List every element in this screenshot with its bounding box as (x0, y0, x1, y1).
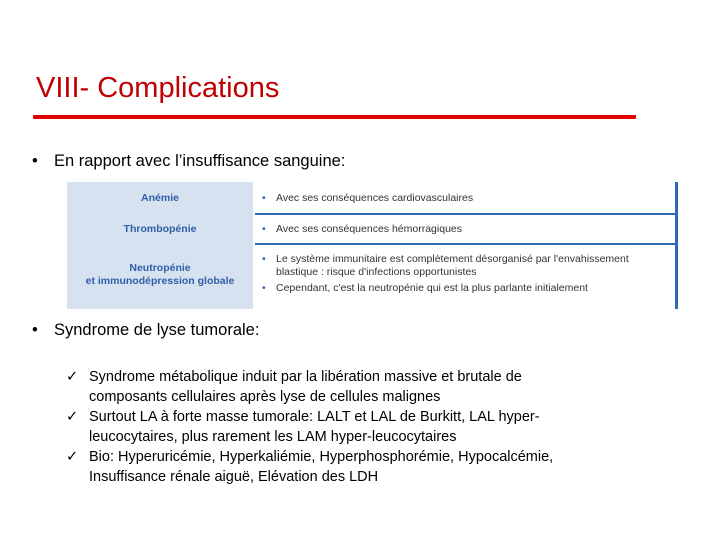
table-row-text-immunite-cont: blastique : risque d'infections opportunistes (276, 266, 477, 278)
section-insuffisance (32, 152, 345, 171)
row-bullet: • (262, 282, 266, 294)
neutropenie-line-1: Neutropénie (129, 262, 191, 274)
complications-table (67, 182, 675, 309)
title-underline (33, 115, 636, 119)
bullet-dot: • (32, 321, 38, 339)
section-lyse-label: Syndrome de lyse tumorale: (54, 321, 260, 339)
bullet-dot: • (32, 152, 38, 170)
table-row-text-immunite: Le système immunitaire est complètement désorganisé par l'envahissement (276, 253, 629, 265)
list-item (66, 367, 656, 407)
list-item-line: Syndrome métabolique induit par la libération massive et brutale de (89, 369, 522, 385)
row-divider (255, 243, 675, 245)
list-item-line: Surtout LA à forte masse tumorale: LALT et LAL de Burkitt, LAL hyper- (89, 409, 540, 425)
slide-title: VIII- Complications (36, 72, 280, 104)
section-lyse (32, 321, 259, 340)
table-row-text-anemie: Avec ses conséquences cardiovasculaires (276, 192, 474, 204)
lyse-checklist (66, 367, 656, 487)
table-row-text-thrombopenie: Avec ses conséquences hémorragiques (276, 223, 463, 235)
row-divider (255, 213, 675, 215)
table-row-text (262, 223, 667, 236)
list-item-line: Insuffisance rénale aiguë, Elévation des LDH (89, 469, 379, 485)
list-item (66, 447, 656, 487)
table-row-text-neutropenie: Cependant, c'est la neutropénie qui est la plus parlante initialement (276, 282, 588, 294)
table-row-text (262, 253, 667, 295)
list-item-line: composants cellulaires après lyse de cellules malignes (89, 389, 441, 405)
checkmark-icon: ✓ (66, 409, 79, 425)
table-row-label-thrombopenie: Thrombopénie (123, 223, 197, 235)
section-insuffisance-label: En rapport avec l’insuffisance sanguine: (54, 152, 346, 170)
row-bullet: • (262, 223, 266, 235)
table-row-text (262, 192, 667, 205)
table-row-label-neutropenie (67, 262, 253, 288)
checkmark-icon: ✓ (66, 449, 79, 465)
row-bullet: • (262, 253, 266, 265)
list-item-line: Bio: Hyperuricémie, Hyperkaliémie, Hyperphosphorémie, Hypocalcémie, (89, 449, 554, 465)
neutropenie-line-2: et immunodépression globale (85, 275, 235, 287)
row-bullet: • (262, 192, 266, 204)
table-row-label-anemie: Anémie (141, 192, 179, 204)
checkmark-icon: ✓ (66, 369, 79, 385)
list-item (66, 407, 656, 447)
list-item-line: leucocytaires, plus rarement les LAM hyper-leucocytaires (89, 429, 457, 445)
